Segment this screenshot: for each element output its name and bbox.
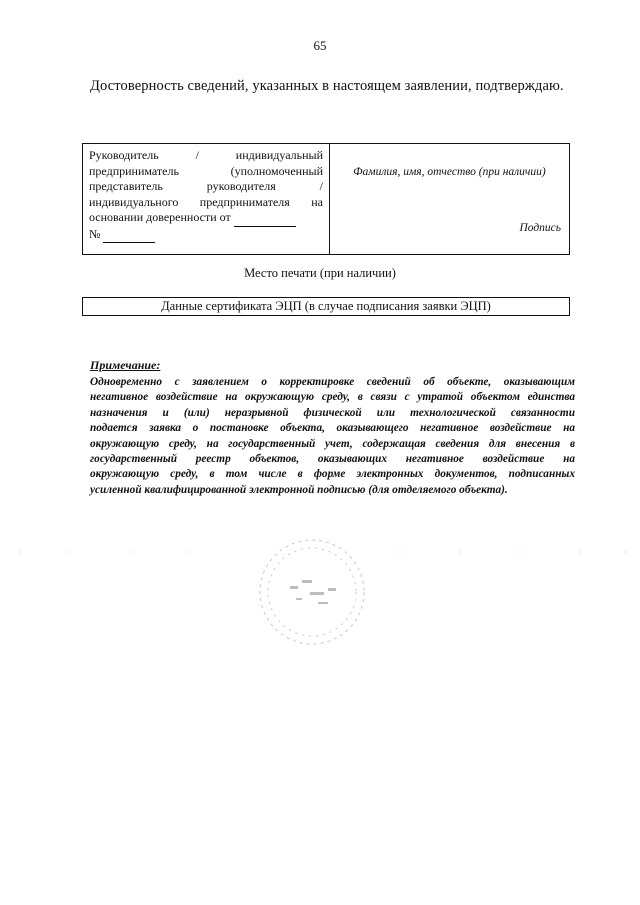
note-title: Примечание: — [90, 358, 161, 372]
note-line: негативное воздействие на окружающую среду, в связи с утратой объектом единства — [90, 391, 575, 404]
proxy-number-label: № — [89, 226, 101, 241]
note-line: подается заявка о постановке объекта, оказывающего негативное воздействие на — [90, 422, 575, 435]
proxy-number-line — [89, 227, 323, 244]
proxy-date-label: основании доверенности от — [89, 210, 231, 224]
signer-role-line: представитель руководителя / — [89, 179, 323, 193]
certificate-box: Данные сертификата ЭЦП (в случае подписания заявки ЭЦП) — [82, 297, 570, 316]
signature-cell — [330, 144, 569, 254]
note-line: усиленной квалифицированной электронной подписью (для отделяемого объекта). — [90, 483, 508, 496]
proxy-date-line — [89, 210, 323, 227]
proxy-date-blank[interactable] — [234, 210, 296, 227]
signature-table — [82, 143, 570, 255]
signer-role-line: Руководитель / индивидуальный — [89, 148, 323, 162]
note-line: окружающую среду, в том числе в форме электронных документов, подписанных — [90, 468, 575, 481]
note-line: назначения и (или) неразрывной физической или технологической связанности — [90, 406, 575, 419]
signer-role-cell — [83, 144, 330, 254]
signature-label: Подпись — [519, 222, 561, 234]
note-line: государственный реестр объектов, оказывающих негативное воздействие на — [90, 453, 575, 466]
signer-role-line: индивидуального предпринимателя на — [89, 194, 323, 209]
signer-role-line: предприниматель (уполномоченный — [89, 163, 323, 178]
note-line: Одновременно с заявлением о корректировке сведений об объекте, оказывающим — [90, 376, 575, 388]
faded-stamp-seal — [252, 532, 372, 652]
note-line: окружающую среду, на государственный учет, содержащая сведения для внесения в — [90, 437, 575, 450]
confirmation-statement: Достоверность сведений, указанных в настоящем заявлении, подтверждаю. — [90, 78, 564, 94]
page-number: 65 — [313, 38, 327, 53]
full-name-label: Фамилия, имя, отчество (при наличии) — [353, 166, 546, 178]
note-body — [90, 375, 575, 498]
stamp-place-label: Место печати (при наличии) — [244, 266, 396, 280]
proxy-number-blank[interactable] — [103, 227, 155, 244]
